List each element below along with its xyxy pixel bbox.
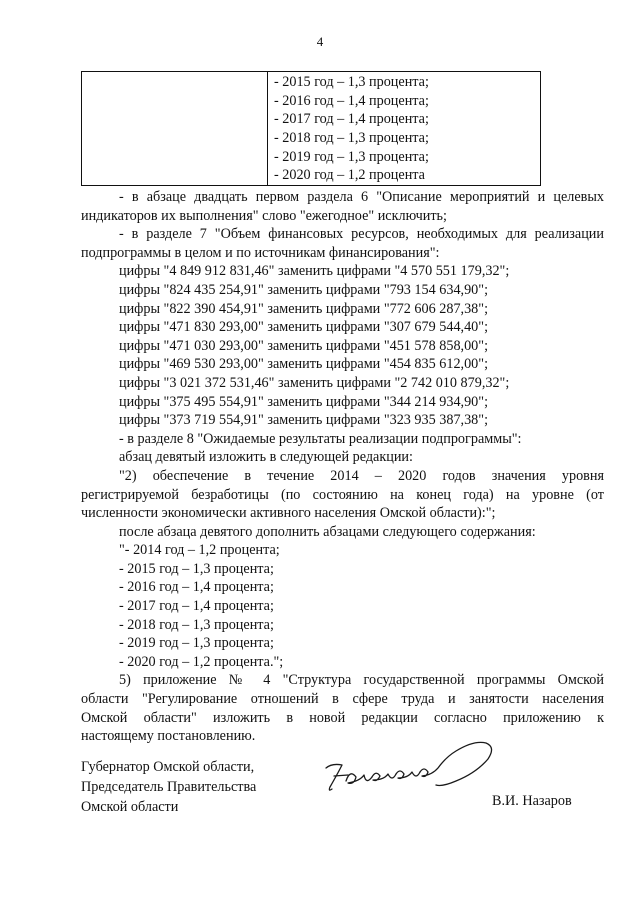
text-line: "- 2014 год – 1,2 процента; [119, 542, 280, 559]
page-number: 4 [316, 34, 324, 49]
handwritten-signature [316, 729, 501, 805]
text-line: цифры "3 021 372 531,46" заменить цифрами "2 742 010 879,32"; [119, 374, 510, 391]
text-line: после абзаца девятого дополнить абзацами следующего содержания: [119, 523, 536, 540]
table-line: - 2020 год – 1,2 процента [274, 167, 425, 184]
signatory-name: В.И. Назаров [492, 793, 572, 809]
table-line: - 2015 год – 1,3 процента; [274, 74, 429, 90]
text-line: цифры "471 030 293,00" заменить цифрами "451 578 858,00"; [119, 337, 489, 354]
text-line: - 2018 год – 1,3 процента; [119, 616, 274, 633]
text-line: индикаторов их выполнения" слово "ежегодное" исключить; [81, 207, 447, 224]
text-line: - 2017 год – 1,4 процента; [119, 598, 274, 615]
text-line: цифры "824 435 254,91" заменить цифрами "793 154 634,90"; [119, 281, 489, 298]
text-line: подпрограммы в целом и по источникам финансирования": [81, 244, 440, 261]
continuation-table [81, 71, 541, 186]
text-line: Омской области" изложить в новой редакции согласно приложению к [81, 709, 604, 726]
text-line: - 2015 год – 1,3 процента; [119, 560, 274, 577]
text-line: области "Регулирование отношений в сфере труда и занятости населения [81, 691, 604, 708]
table-line: - 2018 год – 1,3 процента; [274, 130, 429, 147]
text-line: численности экономически активного населения Омской области):"; [81, 505, 496, 522]
text-line: цифры "4 849 912 831,46" заменить цифрами "4 570 551 179,32"; [119, 263, 510, 280]
text-line: абзац девятый изложить в следующей редакции: [119, 449, 413, 466]
table-line: - 2016 год – 1,4 процента; [274, 92, 429, 109]
text-line: 5) приложение № 4 "Структура государственной программы Омской [119, 672, 604, 689]
text-line: настоящему постановлению. [81, 728, 256, 745]
text-line: цифры "469 530 293,00" заменить цифрами "454 835 612,00"; [119, 356, 489, 373]
amendment-text [81, 188, 604, 746]
text-line: цифры "375 495 554,91" заменить цифрами "344 214 934,90"; [119, 393, 489, 410]
text-line: цифры "822 390 454,91" заменить цифрами "772 606 287,38"; [119, 300, 489, 317]
signatory-title-line: Председатель Правительства [81, 779, 257, 795]
text-line: - 2016 год – 1,4 процента; [119, 579, 274, 596]
text-line: - 2020 год – 1,2 процента."; [119, 653, 284, 670]
signatory-title-line: Омской области [81, 799, 179, 815]
table-cell-percentages [268, 72, 541, 186]
signatory-title-line: Губернатор Омской области, [81, 759, 255, 775]
signatory-title [81, 757, 341, 817]
table-row [82, 72, 541, 186]
table-line: - 2019 год – 1,3 процента; [274, 148, 429, 165]
table-cell-empty [82, 72, 268, 186]
text-line: цифры "373 719 554,91" заменить цифрами "323 935 387,38"; [119, 412, 489, 429]
text-line: "2) обеспечение в течение 2014 – 2020 годов значения уровня [119, 467, 604, 484]
text-line: регистрируемой безработицы (по состоянию на конец года) на уровне (от [81, 486, 604, 503]
text-line: - в разделе 8 "Ожидаемые результаты реализации подпрограммы": [119, 430, 522, 447]
table-line: - 2017 год – 1,4 процента; [274, 111, 429, 128]
text-line: - 2019 год – 1,3 процента; [119, 635, 274, 652]
text-line: - в разделе 7 "Объем финансовых ресурсов, необходимых для реализации [119, 226, 604, 243]
text-line: - в абзаце двадцать первом раздела 6 "Описание мероприятий и целевых [119, 189, 604, 205]
text-line: цифры "471 830 293,00" заменить цифрами "307 679 544,40"; [119, 319, 489, 336]
